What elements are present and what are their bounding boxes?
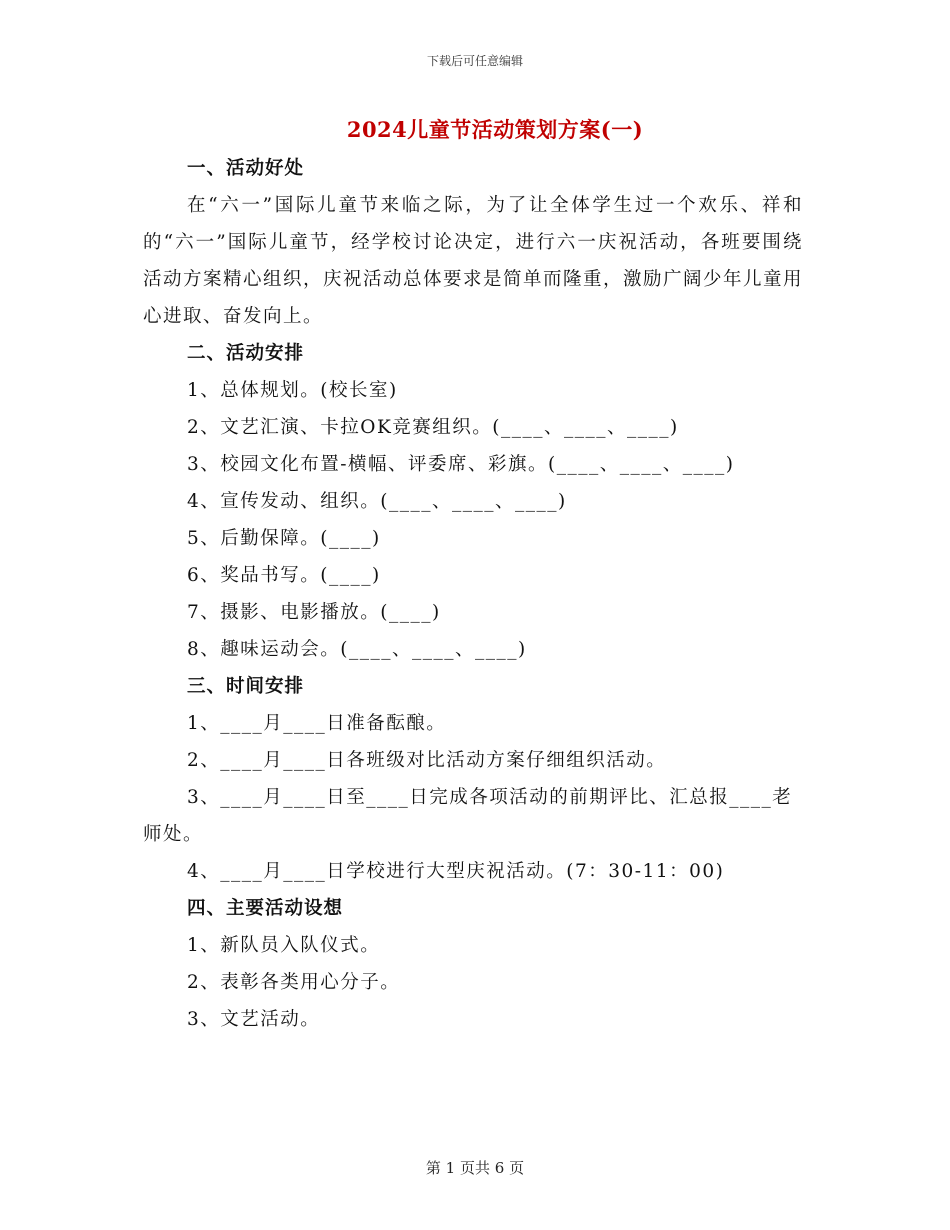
list-item: 3、校园文化布置-横幅、评委席、彩旗。(____、____、____) bbox=[187, 454, 735, 475]
section-paragraph-purpose: 在“六一”国际儿童节来临之际，为了让全体学生过一个欢乐、祥和的“六一”国际儿童节，经学校讨论决定，进行六一庆祝活动，各班要围绕活动方案精心组织，庆祝活动总体要求是简单而隆重，激励广阔少年儿童用心进取、奋发向上。 bbox=[143, 195, 804, 327]
section-heading-arrangement: 二、活动安排 bbox=[187, 343, 305, 364]
section-heading-activities: 四、主要活动设想 bbox=[187, 898, 344, 919]
document-body bbox=[143, 150, 803, 1038]
page-header-note: 下载后可任意编辑 bbox=[426, 54, 523, 68]
page-number: 第 1 页共 6 页 bbox=[425, 1159, 525, 1177]
list-item: 1、____月____日准备酝酿。 bbox=[187, 713, 447, 734]
document-title: 2024儿童节活动策划方案(一) bbox=[346, 117, 644, 142]
list-item: 5、后勤保障。(____) bbox=[187, 528, 381, 549]
list-item: 2、表彰各类用心分子。 bbox=[187, 972, 401, 993]
list-item: 7、摄影、电影播放。(____) bbox=[187, 602, 441, 623]
list-item: 2、文艺汇演、卡拉OK竞赛组织。(____、____、____) bbox=[187, 417, 679, 438]
list-item: 4、____月____日学校进行大型庆祝活动。(7：30-11：00) bbox=[187, 861, 725, 882]
list-item: 1、新队员入队仪式。 bbox=[187, 935, 381, 956]
list-item: 3、文艺活动。 bbox=[187, 1009, 321, 1030]
list-item: 6、奖品书写。(____) bbox=[187, 565, 381, 586]
list-item: 1、总体规划。(校长室) bbox=[187, 380, 398, 401]
section-heading-purpose: 一、活动好处 bbox=[187, 158, 305, 179]
section-heading-schedule: 三、时间安排 bbox=[187, 676, 305, 697]
list-item: 8、趣味运动会。(____、____、____) bbox=[187, 639, 527, 660]
list-item: 2、____月____日各班级对比活动方案仔细组织活动。 bbox=[187, 750, 667, 771]
list-item: 4、宣传发动、组织。(____、____、____) bbox=[187, 491, 567, 512]
list-item: 3、____月____日至____日完成各项活动的前期评比、汇总报____老师处。 bbox=[143, 787, 793, 845]
